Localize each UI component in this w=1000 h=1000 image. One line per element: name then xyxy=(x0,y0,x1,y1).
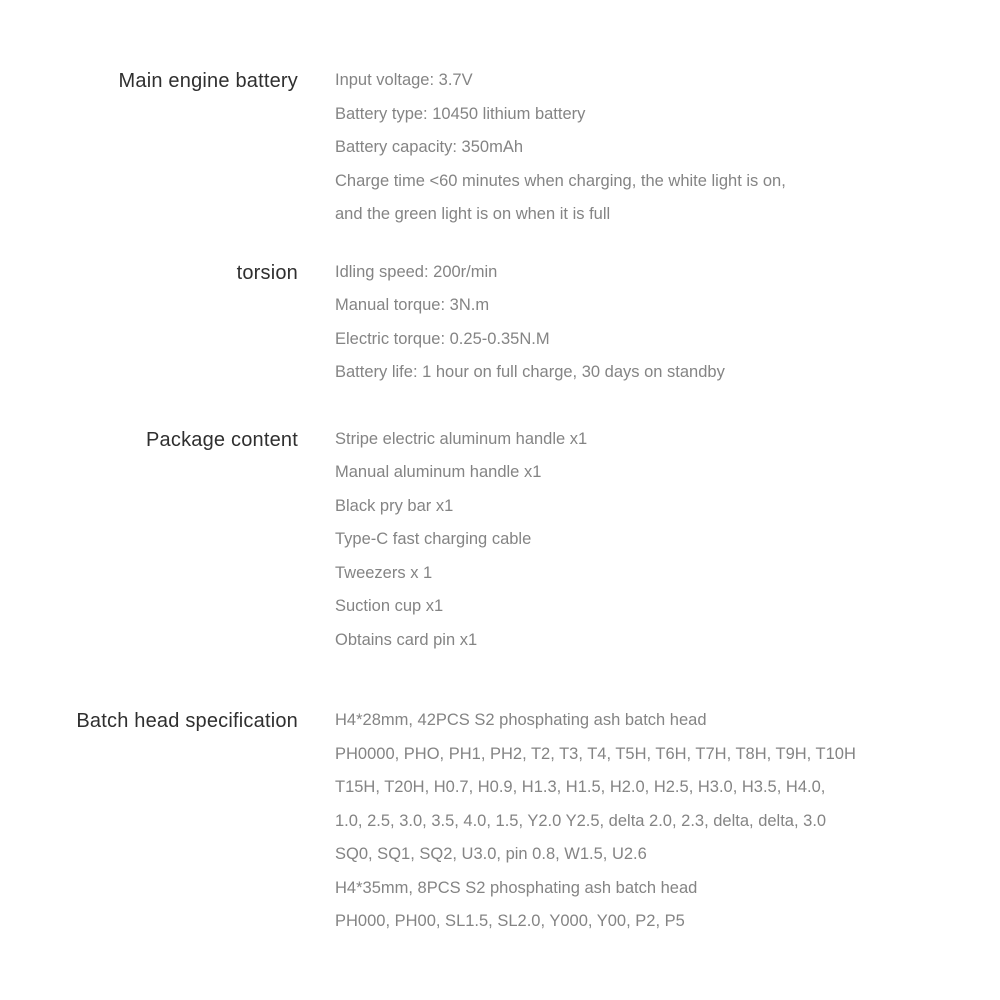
spec-table xyxy=(0,64,1000,939)
spec-line: PH0000, PHO, PH1, PH2, T2, T3, T4, T5H, T6H, T7H, T8H, T9H, T10H xyxy=(335,744,856,763)
spec-line: Black pry bar x1 xyxy=(335,496,454,515)
section-lines xyxy=(335,704,1000,939)
spec-line: SQ0, SQ1, SQ2, U3.0, pin 0.8, W1.5, U2.6 xyxy=(335,845,647,863)
spec-line: Type-C fast charging cable xyxy=(335,530,532,548)
section-label: Main engine battery xyxy=(118,70,298,92)
section-lines xyxy=(335,423,1000,658)
spec-line: Manual aluminum handle x1 xyxy=(335,463,542,481)
spec-line: Battery type: 10450 lithium battery xyxy=(335,104,586,123)
spec-line: H4*28mm, 42PCS S2 phosphating ash batch head xyxy=(335,711,707,729)
section-lines xyxy=(335,64,1000,232)
spec-line: Manual torque: 3N.m xyxy=(335,296,490,314)
spec-line: Electric torque: 0.25-0.35N.M xyxy=(335,329,550,348)
section-label: torsion xyxy=(236,261,298,284)
spec-line: T15H, T20H, H0.7, H0.9, H1.3, H1.5, H2.0, H2.5, H3.0, H3.5, H4.0, xyxy=(335,778,826,796)
spec-line: Charge time <60 minutes when charging, the white light is on, xyxy=(335,171,786,190)
spec-line: and the green light is on when it is full xyxy=(335,205,611,223)
section-lines xyxy=(335,256,1000,390)
section-label: Batch head specification xyxy=(76,710,298,732)
spec-line: Idling speed: 200r/min xyxy=(335,262,498,281)
spec-line: Battery life: 1 hour on full charge, 30 days on standby xyxy=(335,363,725,381)
spec-line: Obtains card pin x1 xyxy=(335,630,478,649)
spec-section-0 xyxy=(0,64,1000,232)
spec-section-2 xyxy=(0,423,1000,658)
spec-section-3 xyxy=(0,704,1000,939)
spec-section-1 xyxy=(0,256,1000,390)
spec-line: Stripe electric aluminum handle x1 xyxy=(335,429,588,448)
section-label: Package content xyxy=(146,428,298,451)
spec-line: Suction cup x1 xyxy=(335,597,444,615)
spec-line: Input voltage: 3.7V xyxy=(335,71,473,89)
spec-line: H4*35mm, 8PCS S2 phosphating ash batch head xyxy=(335,878,698,897)
spec-line: Battery capacity: 350mAh xyxy=(335,138,524,156)
spec-line: 1.0, 2.5, 3.0, 3.5, 4.0, 1.5, Y2.0 Y2.5, delta 2.0, 2.3, delta, delta, 3.0 xyxy=(335,811,827,830)
spec-line: PH000, PH00, SL1.5, SL2.0, Y000, Y00, P2, P5 xyxy=(335,912,685,930)
spec-line: Tweezers x 1 xyxy=(335,563,433,582)
